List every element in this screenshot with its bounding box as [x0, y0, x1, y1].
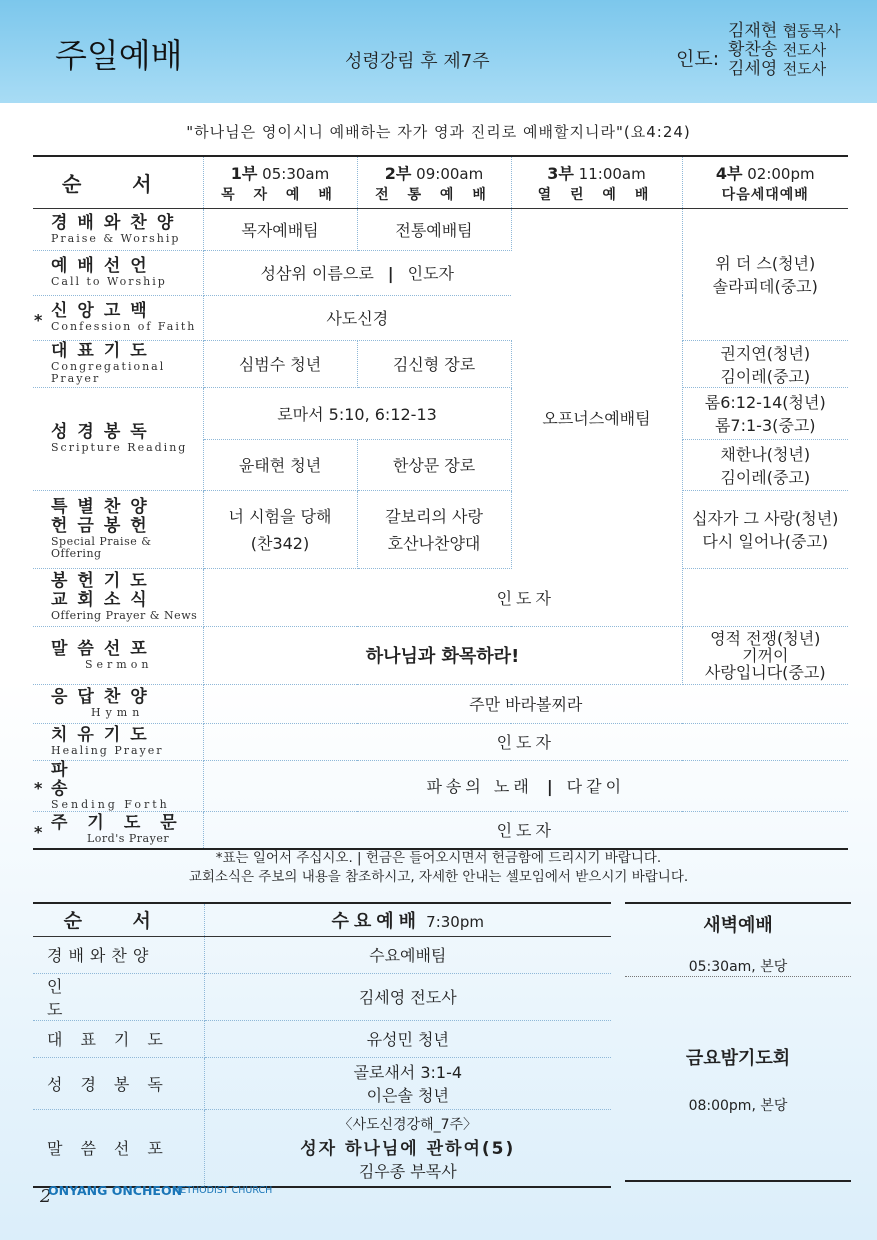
scripture-reference: 로마서 5:10, 6:12-13 [203, 387, 511, 439]
page-number: 2 [40, 1186, 52, 1207]
church-logo-text: ONYANG ONCHEON [48, 1183, 183, 1198]
service-2-header: 2부 09:00am 전 통 예 배 [357, 156, 511, 208]
wed-row-value: 수요예배팀 [204, 936, 611, 973]
bible-verse: "하나님은 영이시니 예배하는 자가 영과 진리로 예배할지니라"(요4:24) [186, 123, 691, 141]
note-line: 교회소식은 주보의 내용을 참조하시고, 자세한 안내는 셀모임에서 받으시기 바랍니다. [188, 869, 689, 885]
row-label-sending: * 파송 Sending Forth [33, 760, 203, 811]
sermon-title: 하나님과 화목하라! [203, 626, 682, 684]
scripture-reader-1: 윤태현 청년 [203, 439, 357, 490]
row-label-lords-prayer: * 주기도문 Lord's Prayer [33, 811, 203, 849]
next-gen-scripture: 롬6:12-14(청년) 롬7:1-3(중고) [682, 387, 848, 439]
wed-row-label: 성경봉독 [33, 1057, 204, 1109]
leader-role: 전도사 [782, 41, 827, 59]
wed-row-value: 김세영 전도사 [204, 973, 611, 1020]
response-hymn: 주만 바라볼찌라 [203, 684, 848, 723]
special-praise-1: 너 시험을 당해 (찬342) [203, 490, 357, 568]
wed-order-header: 순 서 [33, 903, 204, 936]
special-praise-2: 갈보리의 사랑 호산나찬양대 [357, 490, 511, 568]
service-1-header: 1부 05:30am 목 자 예 배 [203, 156, 357, 208]
dawn-service-time: 05:30am, 본당 [688, 959, 788, 975]
service-4-header: 4부 02:00pm 다음세대예배 [682, 156, 848, 208]
leader-role: 협동목사 [782, 22, 841, 40]
leader-name: 황찬송 [728, 40, 778, 60]
wed-row-label: 인도 [33, 973, 204, 1020]
wed-row-value: 유성민 청년 [204, 1020, 611, 1057]
divider [625, 976, 851, 977]
row-label-offering: 봉헌기도 교회소식 Offering Prayer & News [33, 568, 203, 626]
wed-title-cell: 수요예배 7:30pm [204, 903, 611, 936]
notes [0, 849, 877, 887]
next-gen-special: 십자가 그 사랑(청년) 다시 일어나(중고) [682, 490, 848, 568]
table-row [33, 626, 848, 684]
wed-row-value: 〈사도신경강해_7주〉 성자 하나님에 관하여(5) 김우종 부목사 [204, 1109, 611, 1187]
wednesday-table [33, 902, 611, 1188]
table-row [33, 340, 848, 387]
scripture-reader-2: 한상문 장로 [357, 439, 511, 490]
next-gen-reader: 채한나(청년) 김이레(중고) [682, 439, 848, 490]
wed-row-value: 골로새서 3:1-4 이은솔 청년 [204, 1057, 611, 1109]
praise-team-2: 전통예배팀 [357, 208, 511, 250]
table-row [33, 723, 848, 760]
table-row [33, 1057, 611, 1109]
call-to-worship-cell: 성삼위 이름으로 | 인도자 [203, 250, 511, 295]
next-gen-praise: 위 더 스(청년) 솔라피데(중고) [682, 208, 848, 340]
leader-list [728, 22, 841, 79]
sending-cell: 파송의 노래 | 다같이 [203, 760, 848, 811]
wed-header-row [33, 903, 611, 936]
leader-name: 김재현 [728, 21, 778, 41]
leader-label: 인도: [676, 48, 720, 70]
healing-leader: 인도자 [203, 723, 848, 760]
row-label-sermon: 말씀선포 Sermon [33, 626, 203, 684]
offering-leader: 인도자 [203, 568, 848, 626]
row-label-healing: 치유기도 Healing Prayer [33, 723, 203, 760]
wed-row-label: 말씀선포 [33, 1109, 204, 1187]
header-banner [0, 0, 877, 103]
church-logo-subtext: METHODIST CHURCH [172, 1185, 273, 1196]
table-row [33, 568, 848, 626]
open-worship-team: 오프너스예배팀 [511, 208, 682, 626]
table-row [33, 936, 611, 973]
sunday-order-table [33, 155, 848, 850]
order-header-cell: 순 서 [33, 156, 203, 208]
row-label-special: 특별찬양 헌금봉헌 Special Praise & Offering [33, 490, 203, 568]
next-gen-prayer: 권지연(청년) 김이레(중고) [682, 340, 848, 387]
prayer-leader-2: 김신형 장로 [357, 340, 511, 387]
row-label-prayer: 대표기도 Congregational Prayer [33, 340, 203, 387]
service-3-header: 3부 11:00am 열 린 예 배 [511, 156, 682, 208]
friday-service-title: 금요밤기도회 [685, 1048, 791, 1069]
praise-team-1: 목자예배팀 [203, 208, 357, 250]
table-row [33, 811, 848, 849]
table-row [33, 387, 848, 439]
leader-role: 전도사 [782, 60, 827, 78]
table-row [33, 1109, 611, 1187]
row-label-praise: 경배와찬양 Praise & Worship [33, 208, 203, 250]
extra-services-box [625, 902, 851, 1182]
row-label-scripture: 성경봉독 Scripture Reading [33, 387, 203, 490]
note-line: *표는 일어서 주십시오. | 헌금은 들어오시면서 헌금함에 드리시기 바랍니다. [215, 850, 662, 866]
row-label-call: 예배선언 Call to Worship [33, 250, 203, 295]
lords-prayer-leader: 인도자 [203, 811, 848, 849]
table-row [33, 208, 848, 250]
table-row [33, 973, 611, 1020]
friday-service-time: 08:00pm, 본당 [688, 1098, 788, 1114]
table-row [33, 684, 848, 723]
table-header-row [33, 156, 848, 208]
wed-row-label: 대표기도 [33, 1020, 204, 1057]
prayer-leader-1: 심범수 청년 [203, 340, 357, 387]
page-subtitle: 성령강림 후 제7주 [345, 51, 490, 72]
next-gen-sermon: 영적 전쟁(청년) 기꺼이 사랑입니다(중고) [682, 626, 848, 684]
row-label-confession: * 신앙고백 Confession of Faith [33, 295, 203, 340]
table-row [33, 760, 848, 811]
row-label-hymn: 응답찬양 Hymn [33, 684, 203, 723]
table-row [33, 490, 848, 568]
table-row [33, 1020, 611, 1057]
dawn-service-title: 새벽예배 [703, 915, 773, 936]
leader-name: 김세영 [728, 59, 778, 79]
page-title: 주일예배 [55, 36, 183, 75]
wed-row-label: 경배와찬양 [33, 936, 204, 973]
creed-cell: 사도신경 [203, 295, 511, 340]
